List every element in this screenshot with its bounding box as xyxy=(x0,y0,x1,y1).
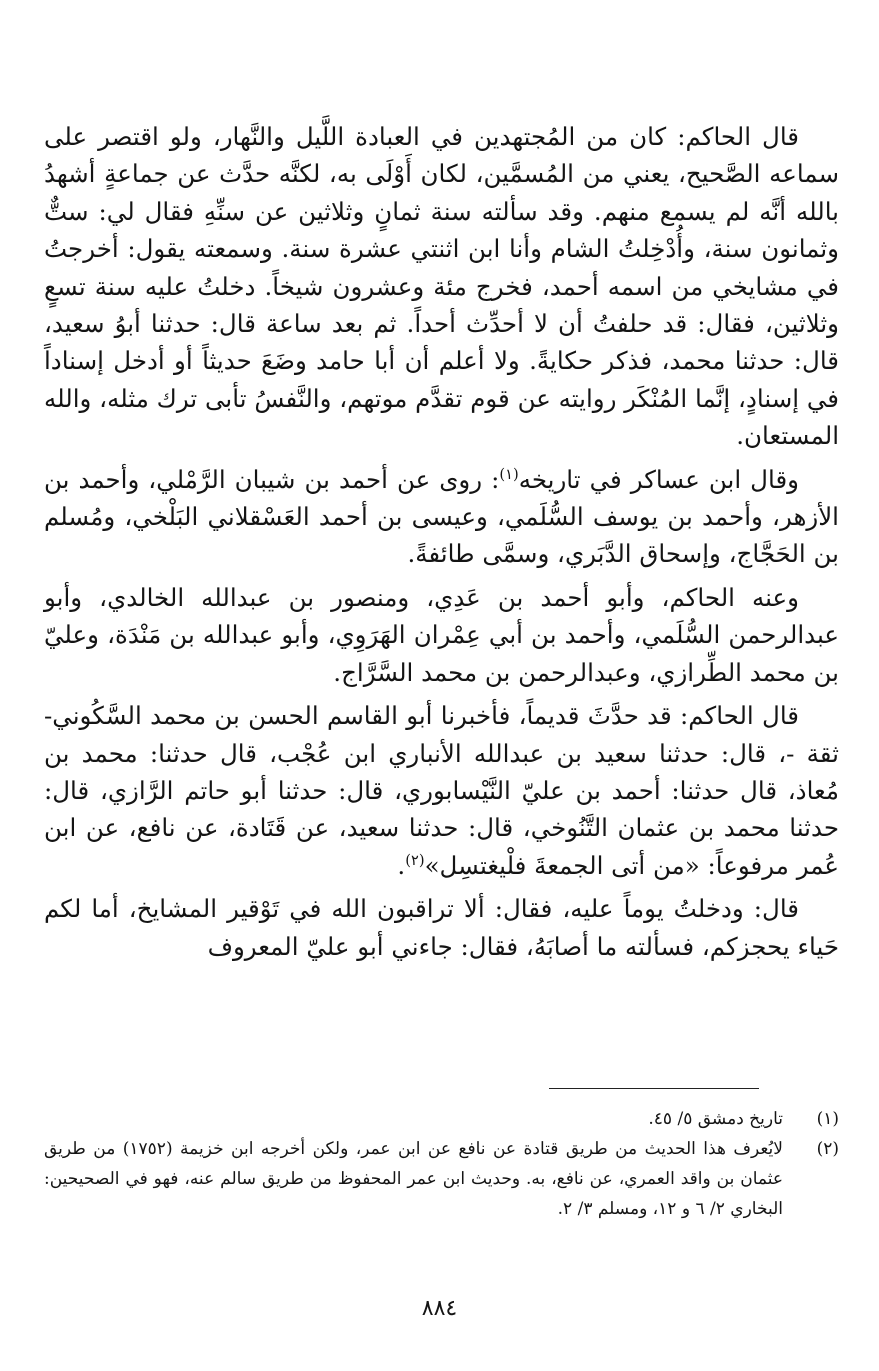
paragraph-text: قال: ودخلتُ يوماً عليه، فقال: ألا تراقبون الله في تَوْقير المشايخ، أما لكم حَياء يحجزكم، فسألته ما أصابَهُ، فقال: جاءني أبو عليّ المعروف xyxy=(44,894,839,961)
footnote-2 xyxy=(44,1134,839,1224)
paragraph-narrators xyxy=(44,579,839,691)
footnote-text: تاريخ دمشق ٥/ ٤٥. xyxy=(648,1109,783,1129)
paragraph-hadith-chain xyxy=(44,697,839,884)
paragraph-text-lead: وقال ابن عساكر في تاريخه xyxy=(518,464,799,494)
paragraph-text-end: . xyxy=(397,850,406,880)
paragraph-text: قال الحاكم: كان من المُجتهدين في العبادة اللَّيل والنَّهار، ولو اقتصر على سماعه الصَّحيح، يعني من المُسمَّين، لكان أَوْلَى به، لكنَّه حدَّث عن جماعةٍ أشهدُ بالله أنَّه لم يسمع منهم. وقد سألته سنة ثمانٍ وثلاثين عن سنِّهِ فقال لي: ستٌّ وثمانون سنة، وأُدْخِلتُ الشام وأنا ابن اثنتي عشرة سنة. وسمعته يقول: أخرجتُ في مشايخي من اسمه أحمد، فخرج مئة وعشرون شيخاً. دخلتُ عليه سنة تسعٍ وثلاثين، فقال: قد حلفتُ أن لا أحدِّث أحداً. ثم بعد ساعة قال: حدثنا أبوُ سعيد، قال: حدثنا محمد، فذكر حكايةً. ولا أعلم أن أبا حامد وضَعَ حديثاً أو أدخل إسناداً في إسنادٍ، إنَّما المُنْكَر روايته عن قوم تقدَّم موتهم، والنَّفسُ تأبى ترك مثله، والله المستعان. xyxy=(44,122,839,451)
footnote-marker-1[interactable]: (١) xyxy=(499,465,519,483)
footnotes xyxy=(44,1104,839,1224)
paragraph-text: قال الحاكم: قد حدَّثَ قديماً، فأخبرنا أبو القاسم الحسن بن محمد السَّكُوني- ثقة -، قال: حدثنا سعيد بن عبدالله الأنباري ابن عُجْب، قال حدثنا: محمد بن مُعاذ، قال حدثنا: أحمد بن عليّ النَّيْسابوري، قال: حدثنا أبو حاتم الرَّازي، قال: حدثنا محمد بن عثمان التَّنُوخي، قال: حدثنا سعيد، عن قَتَادة، عن نافع، عن ابن عُمر مرفوعاً: «من أتى الجمعةَ فلْيغتسِل» xyxy=(44,701,839,880)
footnote-divider xyxy=(549,1088,759,1089)
footnote-1 xyxy=(44,1104,839,1134)
paragraph-ibn-asakir xyxy=(44,461,839,573)
paragraph-text: وعنه الحاكم، وأبو أحمد بن عَدِي، ومنصور بن عبدالله الخالدي، وأبو عبدالرحمن السُّلَمي، وأحمد بن أبي عِمْران الهَرَوِي، وأبو عبدالله بن مَنْدَة، وعليّ بن محمد الطِّرازي، وعبدالرحمن بن محمد السَّرَّاج. xyxy=(44,582,839,687)
page-number: ٨٨٤ xyxy=(421,1296,458,1321)
main-text xyxy=(44,118,839,965)
footnote-text: لايُعرف هذا الحديث من طريق قتادة عن نافع عن ابن عمر، ولكن أخرجه ابن خزيمة (١٧٥٢) من طريق عثمان بن واقد العمري، عن نافع، به. وحديث ابن عمر المحفوظ من طريق سالم عنه، فهو في الصحيحين: البخاري ٢/ ٦ و ١٢، ومسلم ٣/ ٢. xyxy=(44,1139,783,1219)
footnote-number: (١) xyxy=(816,1109,839,1129)
footnote-marker-2[interactable]: (٢) xyxy=(405,851,425,869)
paragraph-text: : روى عن أحمد بن شيبان الرَّمْلي، وأحمد بن الأزهر، وأحمد بن يوسف السُّلَمي، وعيسى بن أحمد العَسْقلاني البَلْخي، ومُسلم بن الحَجَّاج، وإسحاق الدَّبَري، وسمَّى طائفةً. xyxy=(44,464,839,569)
paragraph-visit xyxy=(44,890,839,965)
paragraph-hakim-assessment xyxy=(44,118,839,455)
footnote-number: (٢) xyxy=(816,1139,839,1159)
